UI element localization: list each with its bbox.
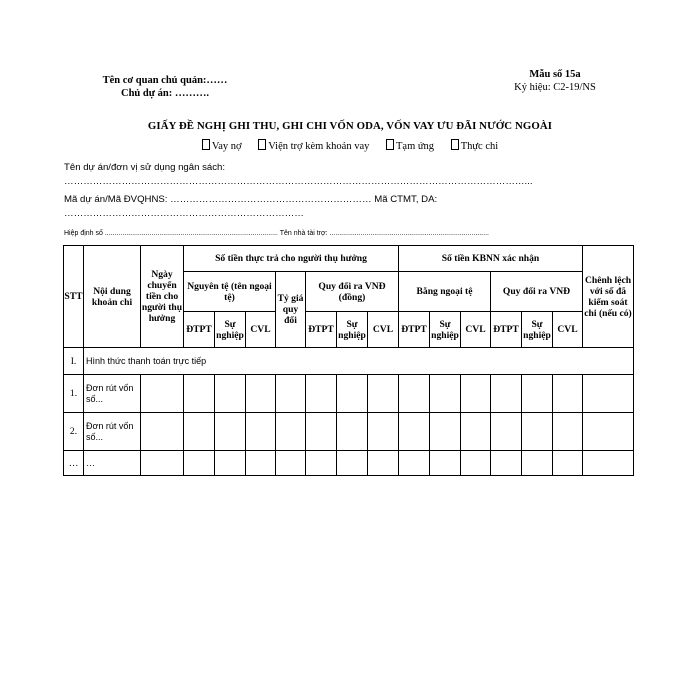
table-row [64,451,634,476]
group-paid: Số tiền thực trả cho người thụ hưởng [184,246,399,272]
cell[interactable] [491,451,522,476]
row-content: Đơn rút vốn số... [84,413,141,451]
checkbox-icon[interactable] [386,139,394,150]
cell[interactable] [184,375,215,413]
col-stt: STT [64,246,84,348]
cell[interactable] [491,375,522,413]
option-aid[interactable] [258,141,369,152]
option-loan[interactable] [202,141,242,152]
option-advance[interactable] [386,141,434,152]
cell[interactable] [368,375,399,413]
checkbox-icon[interactable] [202,139,210,150]
form-number: Mẫu số 15a [529,69,581,80]
cell[interactable] [553,451,583,476]
cell[interactable] [553,375,583,413]
cell[interactable] [306,375,337,413]
option-label: Tạm ứng [396,141,435,152]
agency-label: Tên cơ quan chủ quản:…… [102,75,228,86]
table-row [64,413,634,451]
cell[interactable] [522,413,553,451]
project-unit-field[interactable]: ………………………………………………………………………………………………………………………………... [64,176,533,187]
cell[interactable] [430,375,461,413]
owner-label: Chủ dự án: ………. [121,88,209,99]
col-cvl: CVL [246,312,276,348]
table-row [64,348,634,375]
cell[interactable] [306,451,337,476]
col-cvl: CVL [553,312,583,348]
row-content: Hình thức thanh toán trực tiếp [84,348,634,375]
cell[interactable] [522,451,553,476]
project-code-line[interactable]: Mã dự án/Mã ĐVQHNS: ……………………………………………………… Mã CTMT, DA: [64,194,438,205]
cell[interactable] [215,413,246,451]
col-difference: Chênh lệch với số đã kiểm soát chi (nếu có) [583,246,634,348]
col-cvl: CVL [461,312,491,348]
cell[interactable] [215,451,246,476]
col-cvl: CVL [368,312,399,348]
row-content: … [84,451,141,476]
cell[interactable] [583,375,634,413]
cell[interactable] [399,413,430,451]
cell[interactable] [337,451,368,476]
cell[interactable] [337,375,368,413]
cell[interactable] [430,413,461,451]
payment-table [63,245,634,476]
fund-type-options [60,139,640,152]
cell[interactable] [276,413,306,451]
group-kbnn: Số tiền KBNN xác nhận [399,246,583,272]
row-stt: 1. [64,375,84,413]
document-title: GIẤY ĐỀ NGHỊ GHI THU, GHI CHI VỐN ODA, VỐN VAY ƯU ĐÃI NƯỚC NGOÀI [147,120,553,132]
option-label: Viện trợ kèm khoản vay [268,141,370,152]
cell[interactable] [399,375,430,413]
cell[interactable] [141,413,184,451]
cell[interactable] [337,413,368,451]
project-unit-label: Tên dự án/đơn vị sử dụng ngân sách: [64,162,226,173]
option-label: Vay nợ [211,141,242,152]
cell[interactable] [583,451,634,476]
row-stt: I. [64,348,84,375]
col-exchange-rate: Tỷ giá quy đổi [276,272,306,348]
table-row [64,375,634,413]
cell[interactable] [461,375,491,413]
col-su-nghiep: Sự nghiệp [215,312,246,348]
cell[interactable] [461,413,491,451]
sub-vnd: Quy đổi ra VNĐ (đồng) [306,272,399,312]
cell[interactable] [368,413,399,451]
sub-foreign: Bằng ngoại tệ [399,272,491,312]
cell[interactable] [583,413,634,451]
agreement-line[interactable]: Hiệp định số ......................................................................................... Tên nhà tài trợ: .................................................................................. [64,230,489,237]
cell[interactable] [368,451,399,476]
cell[interactable] [215,375,246,413]
cell[interactable] [553,413,583,451]
cell[interactable] [184,413,215,451]
cell[interactable] [141,375,184,413]
cell[interactable] [141,451,184,476]
cell[interactable] [522,375,553,413]
col-su-nghiep: Sự nghiệp [522,312,553,348]
checkbox-icon[interactable] [258,139,266,150]
cell[interactable] [276,451,306,476]
col-transfer-date: Ngày chuyển tiền cho người thụ hưởng [141,246,184,348]
cell[interactable] [276,375,306,413]
cell[interactable] [306,413,337,451]
col-dtpt: ĐTPT [184,312,215,348]
header-left [0,74,330,100]
col-dtpt: ĐTPT [306,312,337,348]
row-content: Đơn rút vốn số... [84,375,141,413]
col-dtpt: ĐTPT [399,312,430,348]
cell[interactable] [184,451,215,476]
project-code-field[interactable]: ………………………………………………………………… [64,208,304,219]
sub-original-currency: Nguyên tệ (tên ngoại tệ) [184,272,276,312]
option-actual[interactable] [451,141,498,152]
form-code: Ký hiệu: C2-19/NS [514,82,596,93]
cell[interactable] [399,451,430,476]
checkbox-icon[interactable] [451,139,459,150]
header-right [500,68,610,94]
cell[interactable] [491,413,522,451]
cell[interactable] [461,451,491,476]
cell[interactable] [246,413,276,451]
option-label: Thực chi [460,141,499,152]
row-stt: … [64,451,84,476]
col-su-nghiep: Sự nghiệp [430,312,461,348]
col-su-nghiep: Sự nghiệp [337,312,368,348]
cell[interactable] [430,451,461,476]
row-stt: 2. [64,413,84,451]
cell[interactable] [246,375,276,413]
cell[interactable] [246,451,276,476]
col-dtpt: ĐTPT [491,312,522,348]
sub-vnd-kbnn: Quy đổi ra VNĐ [491,272,583,312]
col-content: Nội dung khoản chi [84,246,141,348]
